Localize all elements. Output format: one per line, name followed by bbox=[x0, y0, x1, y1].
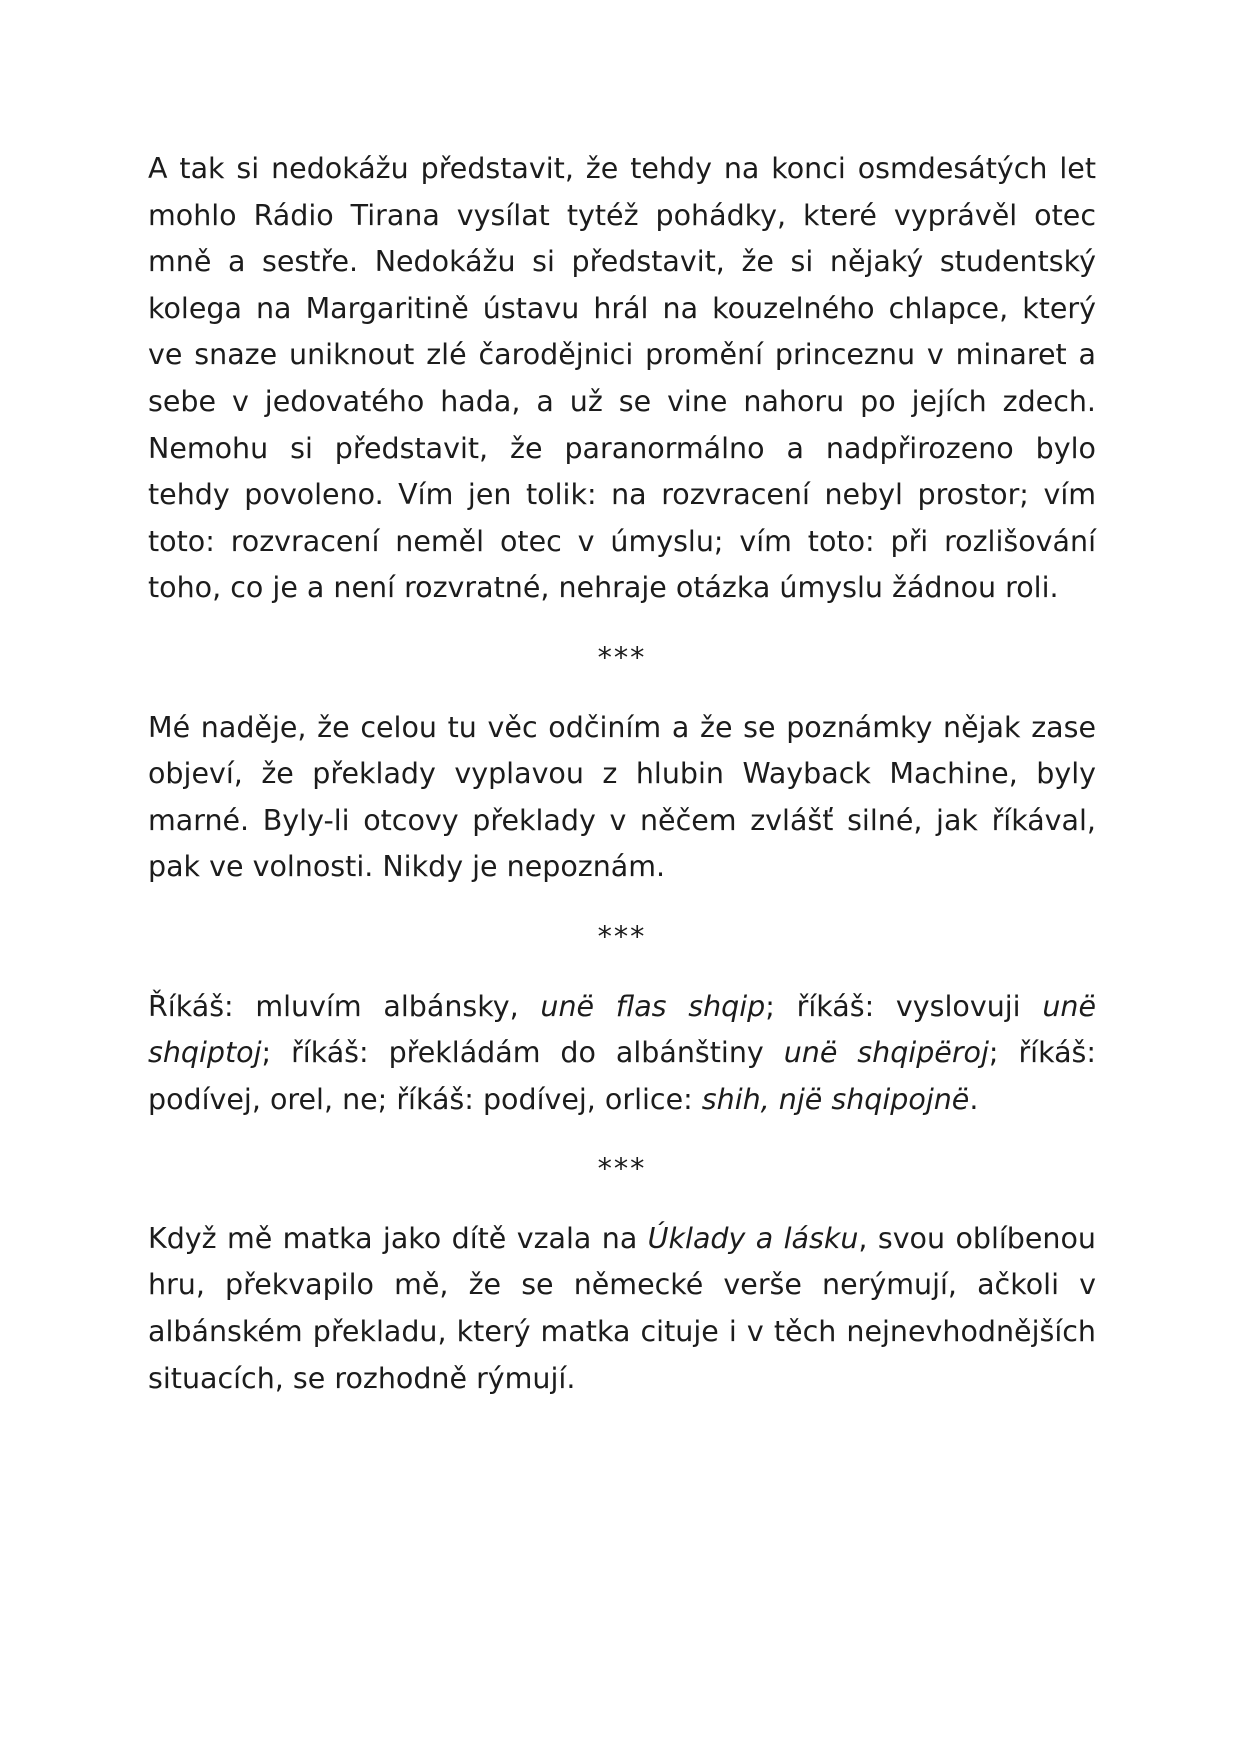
document-page bbox=[148, 146, 1096, 1402]
section-separator: *** bbox=[597, 640, 647, 674]
text-segment: ; říkáš: podívej, orel, ne; říkáš: podívej, orlice: bbox=[148, 1036, 1096, 1116]
text-segment: Říkáš: mluvím albánsky, bbox=[148, 989, 541, 1023]
paragraph-2 bbox=[148, 705, 1096, 891]
text-segment: ; říkáš: vyslovuji bbox=[765, 989, 1043, 1023]
text-segment: . bbox=[969, 1082, 979, 1116]
text-segment: , svou oblíbenou hru, překvapilo mě, že se německé verše nerýmují, ačkoli v albánském překladu, který matka cituje i v těch nejnevhodnějších situacích, se rozhodně rýmují. bbox=[148, 1221, 1096, 1395]
section-separator: *** bbox=[597, 919, 647, 953]
italic-phrase: unë shqipëroj bbox=[783, 1036, 989, 1070]
italic-phrase: unë flas shqip bbox=[540, 989, 766, 1023]
italic-phrase: unë shqiptoj bbox=[148, 989, 1097, 1070]
text-segment: Když mě matka jako dítě vzala na bbox=[148, 1221, 648, 1255]
paragraph-4 bbox=[148, 1216, 1096, 1402]
section-separator: *** bbox=[597, 1152, 647, 1186]
italic-phrase: shih, një shqipojnë bbox=[701, 1082, 970, 1116]
text-segment: Mé naděje, že celou tu věc odčiním a že se poznámky nějak zase objeví, že překlady vyplavou z hlubin Wayback Machine, byly marné. Byly-li otcovy překlady v něčem zvlášť silné, jak říkával, pak ve volnosti. Nikdy je nepoznám. bbox=[148, 710, 1096, 884]
text-segment: A tak si nedokážu představit, že tehdy na konci osmdesátých let mohlo Rádio Tirana vysílat tytéž pohádky, které vyprávěl otec mně a sestře. Nedokážu si představit, že si nějaký studentský kolega na Margaritině ústavu hrál na kouzelného chlapce, který ve snaze uniknout zlé čarodějnici promění princeznu v minaret a sebe v jedovatého hada, a už se vine nahoru po jejích zdech. Nemohu si představit, že paranormálno a nadpřirozeno bylo tehdy povoleno. Vím jen tolik: na rozvracení nebyl prostor; vím toto: rozvracení neměl otec v úmyslu; vím toto: při rozlišování toho, co je a není rozvratné, nehraje otázka úmyslu žádnou roli. bbox=[148, 152, 1096, 605]
paragraph-3 bbox=[148, 984, 1096, 1124]
italic-phrase: Úklady a lásku bbox=[647, 1221, 859, 1255]
paragraph-1 bbox=[148, 146, 1096, 612]
text-segment: ; říkáš: překládám do albánštiny bbox=[261, 1036, 784, 1070]
